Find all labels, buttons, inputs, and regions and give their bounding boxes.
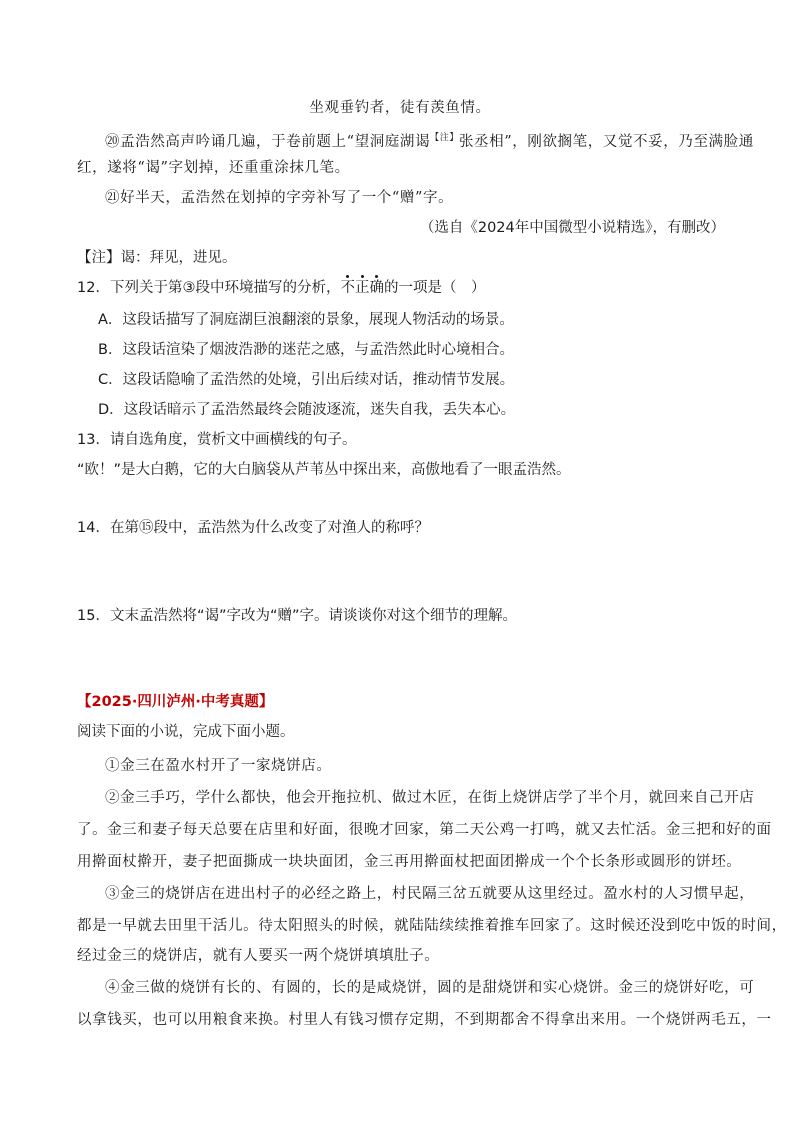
emphasis-dot-char: 正 [354, 280, 370, 296]
paragraph-20-text-b: 张丞相”，刚欲搁笔，又觉不妥，乃至满脸通 [458, 134, 754, 150]
source-citation: （选自《2024年中国微型小说精选》，有删改） [419, 220, 725, 236]
option-d: D．这段话暗示了孟浩然最终会随波逐流，迷失自我，丢失本心。 [98, 402, 516, 418]
story-paragraph-1: ①金三在盈水村开了一家烧饼店。 [105, 758, 332, 774]
reading-instruction: 阅读下面的小说，完成下面小题。 [77, 724, 295, 740]
question-14: 14．在第⑮段中，孟浩然为什么改变了对渔人的称呼？ [77, 520, 429, 536]
question-13: 13．请自选角度，赏析文中画横线的句子。 [77, 432, 357, 448]
paragraph-20-line-1 [105, 128, 754, 152]
poem-line: 坐观垂钓者，徒有羡鱼情。 [309, 100, 491, 116]
emphasis-dot-char: 确 [369, 280, 384, 296]
emphasis-dot-char: 不 [340, 280, 355, 296]
question-12-suffix: 的一项是（ ） [383, 280, 486, 296]
paragraph-20-text-a: ⑳孟浩然高声吟诵几遍，于卷前题上“望洞庭湖谒 [105, 134, 431, 150]
question-12 [77, 278, 727, 298]
option-b: B．这段话渲染了烟波浩渺的迷茫之感，与孟浩然此时心境相合。 [98, 342, 514, 358]
annotation-note: 【注】谒：拜见，进见。 [77, 250, 237, 266]
story-paragraph-2-line-1: ②金三手巧，学什么都快，他会开拖拉机、做过木匠，在街上烧饼店学了半个月，就回来自己开店 [105, 790, 755, 806]
story-paragraph-3-line-3: 经过金三的烧饼店，就有人要买一两个烧饼填填肚子。 [77, 948, 440, 964]
story-paragraph-3-line-2: 都是一早就去田里干活儿。待太阳照头的时候，就陆陆续续推着推车回家了。这时候还没到吃中饭的时间， [77, 918, 787, 934]
question-13-quote: “欧！”是大白鹅，它的大白脑袋从芦苇丛中探出来，高傲地看了一眼孟浩然。 [77, 462, 571, 478]
story-paragraph-2-line-3: 用擀面杖擀开，妻子把面撕成一块块面团，金三再用擀面杖把面团擀成一个个长条形或圆形的饼坯。 [77, 854, 742, 870]
note-marker: 【注】 [430, 133, 459, 143]
story-paragraph-4-line-2: 以拿钱买，也可以用粮食来换。村里人有钱习惯存定期，不到期都舍不得拿出来用。一个烧饼两毛五，一 [77, 1012, 772, 1028]
option-a: A．这段话描写了洞庭湖巨浪翻滚的景象，展现人物活动的场景。 [98, 312, 514, 328]
paragraph-21: ㉑好半天，孟浩然在划掉的字旁补写了一个“赠”字。 [105, 190, 454, 206]
story-paragraph-2-line-2: 了。金三和妻子每天总要在店里和好面，很晚才回家，第二天公鸡一打鸣，就又去忙活。金三把和好的面 [77, 822, 772, 838]
section-tag: 【2025·四川泸州·中考真题】 [77, 694, 274, 710]
paragraph-20-line-2: 红，遂将“谒”字划掉，还重重涂抹几笔。 [77, 160, 350, 176]
question-12-prefix: 12．下列关于第③段中环境描写的分析， [77, 280, 341, 296]
story-paragraph-3-line-1: ③金三的烧饼店在进出村子的必经之路上，村民隔三岔五就要从这里经过。盈水村的人习惯早起， [105, 886, 755, 902]
option-c: C．这段话隐喻了孟浩然的处境，引出后续对话，推动情节发展。 [98, 372, 515, 388]
question-15: 15．文末孟浩然将“谒”字改为“赠”字。请谈谈你对这个细节的理解。 [77, 608, 517, 624]
story-paragraph-4-line-1: ④金三做的烧饼有长的、有圆的，长的是咸烧饼，圆的是甜烧饼和实心烧饼。金三的烧饼好吃，可 [105, 980, 755, 996]
